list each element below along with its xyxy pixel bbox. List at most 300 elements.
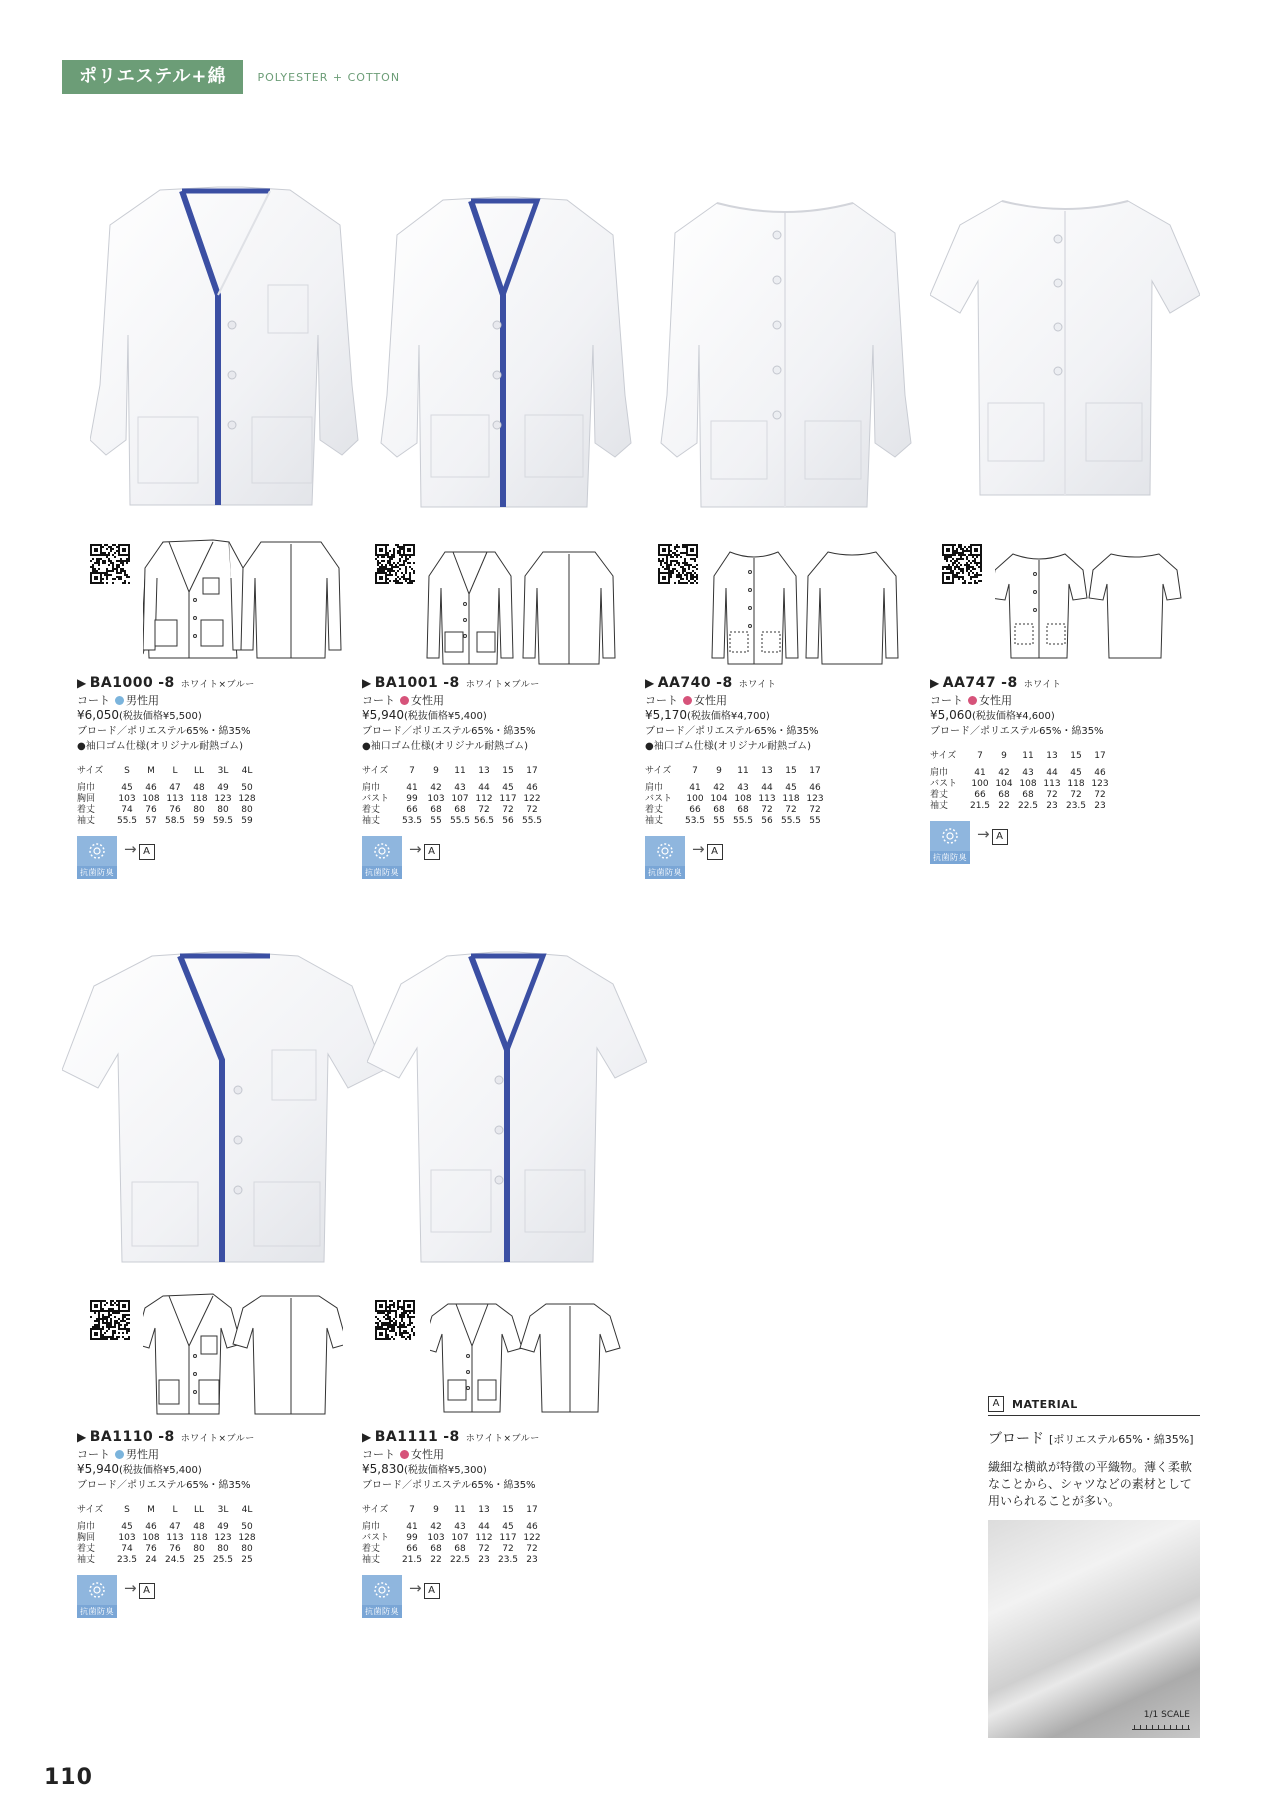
size-table <box>77 1503 259 1566</box>
size-cell: 103 <box>427 794 445 804</box>
size-cell: 23 <box>1094 801 1106 811</box>
product-price: ¥6,050 <box>77 708 119 722</box>
function-icons <box>77 1575 347 1618</box>
size-cell: 100 <box>686 794 704 804</box>
size-cell: 47 <box>169 783 181 793</box>
size-cell: 45 <box>502 1522 514 1532</box>
function-icons <box>362 1575 632 1618</box>
size-table-row <box>77 779 259 794</box>
size-header-cell: 15 <box>1070 751 1082 761</box>
antibacterial-badge <box>77 836 117 879</box>
size-cell: 45 <box>121 783 133 793</box>
function-icons <box>362 836 632 879</box>
size-header-cell: 4L <box>241 766 253 776</box>
size-cell: 76 <box>169 805 181 815</box>
function-label: 抗菌防臭 <box>362 866 402 879</box>
size-cell: 68 <box>1022 790 1034 800</box>
size-cell: 80 <box>193 805 205 815</box>
product-photo-ba1110 <box>62 950 384 1272</box>
size-table-row <box>362 805 544 816</box>
product-type-line <box>645 693 915 708</box>
size-header-cell: 9 <box>433 1505 439 1515</box>
size-table <box>77 764 259 827</box>
product-note: ●袖口ゴム仕様(オリジナル耐熱ゴム) <box>645 741 812 752</box>
size-header-cell: 11 <box>454 766 466 776</box>
size-cell: 80 <box>193 1544 205 1554</box>
product-code: BA1110 <box>89 1429 154 1445</box>
size-cell: 24.5 <box>164 1555 186 1565</box>
scale-ruler-icon <box>1132 1722 1190 1730</box>
size-header-cell: 11 <box>454 1505 466 1515</box>
size-cell: 68 <box>737 805 749 815</box>
size-cell: 55 <box>713 816 725 826</box>
size-cell: 着丈 <box>362 805 381 815</box>
size-cell: 55 <box>809 816 821 826</box>
size-cell: 袖丈 <box>362 1555 381 1565</box>
size-cell: 68 <box>430 805 442 815</box>
size-header-cell: サイズ <box>362 1505 389 1515</box>
product-price-line <box>77 1462 347 1478</box>
women-dot-icon <box>683 696 692 705</box>
size-table-row <box>77 1555 259 1566</box>
size-table <box>362 1503 544 1566</box>
product-code-line <box>362 676 632 693</box>
material-ref-badge: A <box>988 1396 1004 1412</box>
size-cell: 肩巾 <box>77 1522 96 1532</box>
product-fabric: ブロード／ポリエステル65%・綿35% <box>645 726 819 737</box>
antibacterial-badge <box>362 1575 402 1618</box>
size-cell: バスト <box>362 1533 390 1543</box>
arrow-icon: → <box>409 1579 422 1597</box>
function-label: 抗菌防臭 <box>77 866 117 879</box>
size-cell: 72 <box>526 805 538 815</box>
size-cell: 肩巾 <box>362 1522 381 1532</box>
triangle-icon: ▶ <box>77 676 87 690</box>
size-cell: 123 <box>806 794 824 804</box>
size-table-row <box>77 794 259 805</box>
product-type: コート <box>362 694 395 707</box>
size-table-header <box>362 764 544 779</box>
size-cell: バスト <box>362 794 390 804</box>
size-cell: 72 <box>1070 790 1082 800</box>
product-color: ホワイト×ブルー <box>180 1434 255 1444</box>
arrow-icon: → <box>409 840 422 858</box>
size-cell: 113 <box>1043 779 1061 789</box>
material-ref-badge: A <box>992 829 1008 845</box>
product-price-line <box>77 708 347 724</box>
material-ref-badge: A <box>139 844 155 860</box>
qr-code-icon <box>375 544 415 584</box>
size-cell: 肩巾 <box>77 783 96 793</box>
size-cell: 42 <box>430 1522 442 1532</box>
qr-code-icon <box>658 544 698 584</box>
size-header-cell: 17 <box>526 766 538 776</box>
material-ref-badge: A <box>707 844 723 860</box>
qr-code-icon <box>942 544 982 584</box>
size-cell: 100 <box>971 779 989 789</box>
product-type-line <box>77 693 347 708</box>
size-cell: 44 <box>478 783 490 793</box>
product-type: コート <box>645 694 678 707</box>
tech-drawing-aa740 <box>710 548 910 668</box>
size-cell: 108 <box>142 1533 160 1543</box>
size-cell: 42 <box>713 783 725 793</box>
size-table-row <box>362 1533 544 1544</box>
product-card-aa740 <box>645 676 915 879</box>
size-cell: 袖丈 <box>77 1555 96 1565</box>
product-type-line <box>930 693 1200 708</box>
antibacterial-badge <box>362 836 402 879</box>
size-cell: 49 <box>217 783 229 793</box>
product-code-line <box>362 1430 632 1447</box>
size-cell: 68 <box>430 1544 442 1554</box>
product-gender: 女性用 <box>979 694 1012 707</box>
size-table-header <box>930 749 1112 764</box>
antibacterial-icon <box>77 836 117 866</box>
product-suffix: -8 <box>716 675 733 691</box>
size-header-cell: サイズ <box>362 766 389 776</box>
size-table <box>645 764 827 827</box>
size-cell: 123 <box>1091 779 1109 789</box>
size-cell: 59 <box>193 816 205 826</box>
tech-drawing-aa747 <box>995 550 1195 660</box>
size-cell: 50 <box>241 783 253 793</box>
product-price-line <box>930 708 1200 724</box>
size-cell: 46 <box>1094 768 1106 778</box>
antibacterial-icon <box>645 836 685 866</box>
size-table-row <box>362 1555 544 1566</box>
size-table-row <box>930 790 1112 801</box>
antibacterial-icon <box>362 836 402 866</box>
size-cell: 72 <box>502 1544 514 1554</box>
size-cell: 胸回 <box>77 1533 96 1543</box>
size-table-row <box>930 779 1112 790</box>
size-table-row <box>645 816 827 827</box>
size-cell: 22 <box>998 801 1010 811</box>
size-cell: 56 <box>761 816 773 826</box>
size-cell: 72 <box>478 1544 490 1554</box>
function-label: 抗菌防臭 <box>362 1605 402 1618</box>
function-label: 抗菌防臭 <box>930 851 970 864</box>
size-cell: 117 <box>499 794 517 804</box>
qr-code-icon <box>90 544 130 584</box>
product-card-ba1111 <box>362 1430 632 1618</box>
size-header-cell: サイズ <box>930 751 957 761</box>
product-type: コート <box>77 694 110 707</box>
size-cell: 74 <box>121 1544 133 1554</box>
product-price-line <box>645 708 915 724</box>
size-table-row <box>362 779 544 794</box>
product-type: コート <box>930 694 963 707</box>
size-cell: 45 <box>121 1522 133 1532</box>
size-cell: 胸回 <box>77 794 96 804</box>
material-title: MATERIAL <box>1012 1397 1078 1411</box>
product-price: ¥5,940 <box>362 708 404 722</box>
size-header-cell: 11 <box>1022 751 1034 761</box>
size-header-cell: M <box>147 1505 155 1515</box>
size-table-row <box>77 805 259 816</box>
function-icons <box>645 836 915 879</box>
size-cell: 68 <box>454 1544 466 1554</box>
product-note: ●袖口ゴム仕様(オリジナル耐熱ゴム) <box>362 741 529 752</box>
size-cell: 肩巾 <box>645 783 664 793</box>
product-type-line <box>362 1447 632 1462</box>
size-cell: 118 <box>782 794 800 804</box>
size-cell: 122 <box>523 794 541 804</box>
size-table-row <box>77 816 259 827</box>
size-cell: 113 <box>166 1533 184 1543</box>
size-cell: 袖丈 <box>362 816 381 826</box>
size-cell: 45 <box>785 783 797 793</box>
size-cell: 肩巾 <box>930 768 949 778</box>
size-cell: 50 <box>241 1522 253 1532</box>
size-table-row <box>645 779 827 794</box>
tech-drawing-ba1001 <box>425 548 625 668</box>
size-table-row <box>645 805 827 816</box>
size-cell: 44 <box>478 1522 490 1532</box>
size-cell: 45 <box>1070 768 1082 778</box>
size-cell: 99 <box>406 1533 418 1543</box>
product-price-line <box>362 708 632 724</box>
size-table-row <box>362 816 544 827</box>
size-header-cell: 9 <box>433 766 439 776</box>
size-cell: 76 <box>169 1544 181 1554</box>
size-cell: 68 <box>713 805 725 815</box>
size-header-cell: 17 <box>809 766 821 776</box>
function-label: 抗菌防臭 <box>77 1605 117 1618</box>
size-table <box>930 749 1112 812</box>
size-header-cell: S <box>124 766 130 776</box>
product-price: ¥5,060 <box>930 708 972 722</box>
product-price-ex: (税抜価格¥5,400) <box>404 711 487 722</box>
product-price-ex: (税抜価格¥5,500) <box>119 711 202 722</box>
size-cell: 59.5 <box>212 816 234 826</box>
size-cell: 55.5 <box>732 816 754 826</box>
size-cell: 76 <box>145 805 157 815</box>
size-header-cell: 4L <box>241 1505 253 1515</box>
material-spec: [ポリエステル65%・綿35%] <box>1049 1433 1194 1446</box>
product-fabric: ブロード／ポリエステル65%・綿35% <box>77 1480 251 1491</box>
size-cell: 41 <box>974 768 986 778</box>
size-cell: 41 <box>689 783 701 793</box>
size-table-row <box>77 1533 259 1544</box>
size-cell: 123 <box>214 1533 232 1543</box>
size-cell: 66 <box>689 805 701 815</box>
tech-drawing-ba1111 <box>430 1300 630 1418</box>
material-header <box>988 1396 1200 1416</box>
product-color: ホワイト×ブルー <box>180 680 255 690</box>
size-header-cell: 7 <box>409 766 415 776</box>
size-cell: 46 <box>809 783 821 793</box>
size-cell: 72 <box>502 805 514 815</box>
size-cell: 43 <box>737 783 749 793</box>
antibacterial-icon <box>77 1575 117 1605</box>
size-cell: 42 <box>998 768 1010 778</box>
function-icons <box>930 821 1200 864</box>
size-table-row <box>77 1518 259 1533</box>
size-table-row <box>930 764 1112 779</box>
size-cell: 123 <box>214 794 232 804</box>
product-photo-ba1111 <box>367 950 647 1272</box>
product-suffix: -8 <box>158 675 175 691</box>
arrow-icon: → <box>977 825 990 843</box>
product-card-ba1001 <box>362 676 632 879</box>
triangle-icon: ▶ <box>645 676 655 690</box>
triangle-icon: ▶ <box>362 1430 372 1444</box>
size-cell: 59 <box>241 816 253 826</box>
size-cell: 104 <box>710 794 728 804</box>
triangle-icon: ▶ <box>362 676 372 690</box>
size-cell: 103 <box>118 1533 136 1543</box>
size-cell: 49 <box>217 1522 229 1532</box>
size-cell: 66 <box>406 805 418 815</box>
size-table-row <box>362 1544 544 1555</box>
men-dot-icon <box>115 1450 124 1459</box>
size-header-cell: 13 <box>761 766 773 776</box>
size-header-cell: 17 <box>526 1505 538 1515</box>
size-cell: 55.5 <box>521 816 543 826</box>
size-cell: 72 <box>785 805 797 815</box>
product-type: コート <box>77 1448 110 1461</box>
size-cell: 118 <box>1067 779 1085 789</box>
material-ref-badge: A <box>139 1583 155 1599</box>
antibacterial-badge <box>77 1575 117 1618</box>
size-table-header <box>645 764 827 779</box>
size-cell: 46 <box>526 783 538 793</box>
size-header-cell: 9 <box>1001 751 1007 761</box>
size-header-cell: サイズ <box>645 766 672 776</box>
arrow-icon: → <box>692 840 705 858</box>
size-cell: 23.5 <box>497 1555 519 1565</box>
product-type: コート <box>362 1448 395 1461</box>
antibacterial-icon <box>362 1575 402 1605</box>
size-header-cell: サイズ <box>77 766 104 776</box>
product-fabric: ブロード／ポリエステル65%・綿35% <box>362 726 536 737</box>
product-price-ex: (税抜価格¥5,400) <box>119 1465 202 1476</box>
size-header-cell: L <box>172 1505 178 1515</box>
material-ref-badge: A <box>424 844 440 860</box>
size-cell: 103 <box>118 794 136 804</box>
size-header-cell: 3L <box>217 1505 229 1515</box>
category-subtitle: POLYESTER + COTTON <box>257 70 401 84</box>
size-cell: 112 <box>475 1533 493 1543</box>
size-cell: 43 <box>454 783 466 793</box>
size-cell: 72 <box>478 805 490 815</box>
size-cell: 53.5 <box>401 816 423 826</box>
size-cell: 23 <box>478 1555 490 1565</box>
product-suffix: -8 <box>1001 675 1018 691</box>
size-cell: 66 <box>974 790 986 800</box>
size-cell: 43 <box>454 1522 466 1532</box>
product-suffix: -8 <box>158 1429 175 1445</box>
size-cell: 117 <box>499 1533 517 1543</box>
product-code-line <box>77 1430 347 1447</box>
product-gender: 男性用 <box>126 1448 159 1461</box>
size-table-row <box>930 801 1112 812</box>
size-cell: 24 <box>145 1555 157 1565</box>
product-fabric: ブロード／ポリエステル65%・綿35% <box>77 726 251 737</box>
product-card-ba1000 <box>77 676 347 879</box>
product-price: ¥5,170 <box>645 708 687 722</box>
size-table-header <box>77 764 259 779</box>
product-note: ●袖口ゴム仕様(オリジナル耐熱ゴム) <box>77 741 244 752</box>
size-header-cell: 13 <box>1046 751 1058 761</box>
size-cell: 袖丈 <box>645 816 664 826</box>
size-cell: 肩巾 <box>362 783 381 793</box>
size-cell: 42 <box>430 783 442 793</box>
size-header-cell: 15 <box>502 766 514 776</box>
size-cell: 108 <box>1019 779 1037 789</box>
product-fabric: ブロード／ポリエステル65%・綿35% <box>930 726 1104 737</box>
product-price: ¥5,830 <box>362 1462 404 1476</box>
size-cell: 45 <box>502 783 514 793</box>
size-cell: 48 <box>193 1522 205 1532</box>
product-code: BA1001 <box>374 675 439 691</box>
size-cell: 72 <box>526 1544 538 1554</box>
product-card-ba1110 <box>77 1430 347 1618</box>
size-cell: 108 <box>734 794 752 804</box>
size-cell: 23 <box>526 1555 538 1565</box>
size-cell: 着丈 <box>77 1544 96 1554</box>
size-cell: 108 <box>142 794 160 804</box>
size-table-header <box>77 1503 259 1518</box>
size-table-row <box>645 794 827 805</box>
size-cell: 21.5 <box>401 1555 423 1565</box>
product-color: ホワイト <box>1023 680 1062 690</box>
size-cell: 122 <box>523 1533 541 1543</box>
product-price-line <box>362 1462 632 1478</box>
size-cell: バスト <box>930 779 958 789</box>
size-cell: 66 <box>406 1544 418 1554</box>
product-code: AA747 <box>942 675 997 691</box>
size-cell: 55.5 <box>449 816 471 826</box>
size-cell: 58.5 <box>164 816 186 826</box>
size-header-cell: 3L <box>217 766 229 776</box>
size-cell: 44 <box>761 783 773 793</box>
size-cell: 57 <box>145 816 157 826</box>
size-cell: 128 <box>238 1533 256 1543</box>
size-cell: 着丈 <box>645 805 664 815</box>
men-dot-icon <box>115 696 124 705</box>
tech-drawing-ba1000 <box>143 538 343 668</box>
size-cell: 47 <box>169 1522 181 1532</box>
size-cell: 103 <box>427 1533 445 1543</box>
fabric-swatch <box>988 1520 1200 1738</box>
antibacterial-badge <box>930 821 970 864</box>
size-cell: 80 <box>241 805 253 815</box>
size-cell: 55.5 <box>780 816 802 826</box>
product-gender: 女性用 <box>694 694 727 707</box>
product-photo-ba1000 <box>90 185 360 515</box>
size-cell: 22.5 <box>449 1555 471 1565</box>
product-gender: 女性用 <box>411 694 444 707</box>
size-table-row <box>362 794 544 805</box>
product-suffix: -8 <box>443 675 460 691</box>
size-cell: 25.5 <box>212 1555 234 1565</box>
product-code-line <box>77 676 347 693</box>
size-cell: 118 <box>190 794 208 804</box>
product-type-line <box>77 1447 347 1462</box>
women-dot-icon <box>400 1450 409 1459</box>
product-fabric: ブロード／ポリエステル65%・綿35% <box>362 1480 536 1491</box>
product-photo-aa747 <box>930 195 1200 505</box>
product-type-line <box>362 693 632 708</box>
size-cell: 41 <box>406 1522 418 1532</box>
size-header-cell: 7 <box>977 751 983 761</box>
size-cell: 46 <box>526 1522 538 1532</box>
size-cell: 107 <box>451 794 469 804</box>
size-cell: 25 <box>193 1555 205 1565</box>
